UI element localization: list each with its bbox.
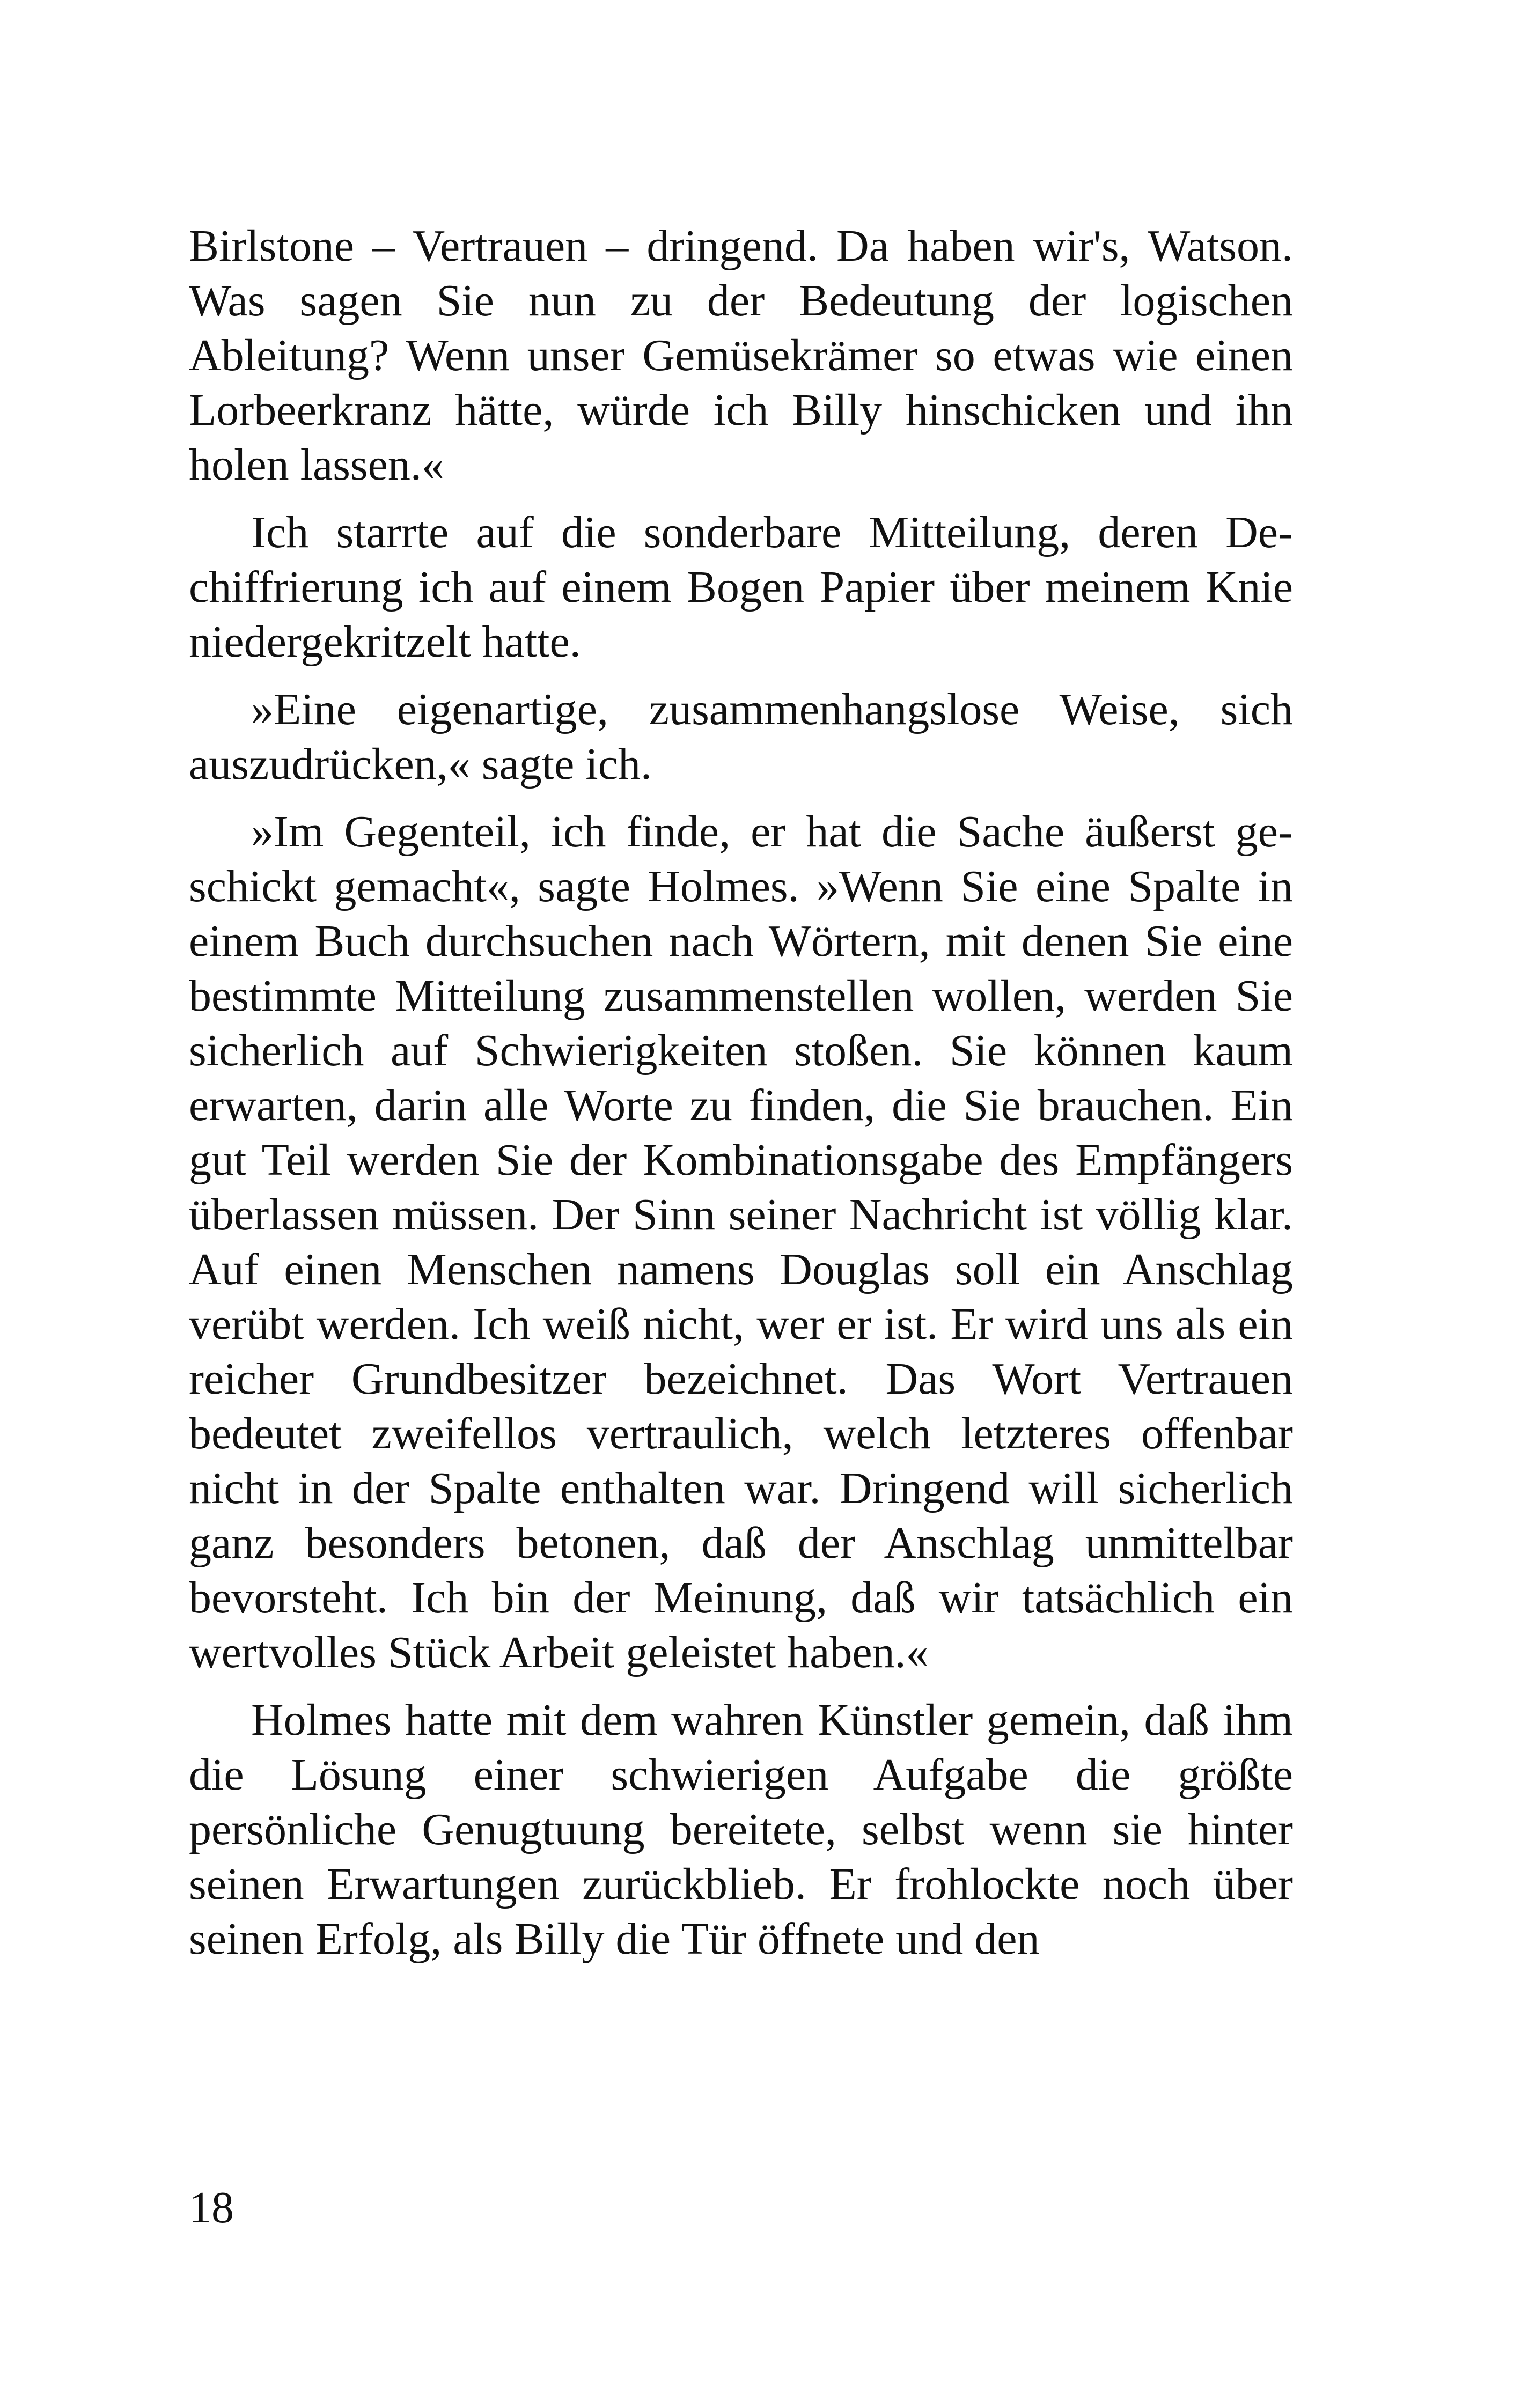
- paragraph-1: Birlstone – Vertrauen – dringend. Da haben wir's, Watson. Was sagen Sie nun zu der Bedeutung der logischen Ableitung? Wenn unser Gemüsekrämer so etwas wie einen Lorbeerkranz hätte, würde ich Billy hinschicken und ihn holen lassen.«: [189, 221, 1293, 490]
- paragraph-2: Ich starrte auf die sonderbare Mitteilung, deren Dechiffrierung ich auf einem Bogen Papier über meinem Knie niedergekritzelt hatte.: [189, 507, 1293, 667]
- paragraph-3: »Eine eigenartige, zusammenhangslose Weise, sich auszudrücken,« sagte ich.: [189, 684, 1293, 789]
- paragraph-5: Holmes hatte mit dem wahren Künstler gemein, daß ihm die Lösung einer schwierigen Aufgabe die größte persönliche Genugtuung bereitete, selbst wenn sie hinter seinen Erwartungen zurückblieb. Er frohlockte noch über seinen Erfolg, als Billy die Tür öffnete und den: [189, 1695, 1293, 1964]
- body-text: [189, 219, 1293, 1979]
- page-number: 18: [189, 2183, 234, 2233]
- paragraph-4: »Im Gegenteil, ich finde, er hat die Sache äußerst geschickt gemacht«, sagte Holmes. »Wenn Sie eine Spalte in einem Buch durchsuchen nach Wörtern, mit denen Sie eine bestimmte Mitteilung zusammenstellen wollen, werden Sie sicherlich auf Schwierigkeiten stoßen. Sie können kaum erwarten, darin alle Worte zu finden, die Sie brauchen. Ein gut Teil werden Sie der Kombinationsgabe des Empfängers überlassen müssen. Der Sinn seiner Nachricht ist völlig klar. Auf einen Menschen namens Douglas soll ein Anschlag verübt werden. Ich weiß nicht, wer er ist. Er wird uns als ein reicher Grundbesitzer bezeichnet. Das Wort Vertrauen bedeutet zweifellos vertraulich, welch letzteres offenbar nicht in der Spalte enthalten war. Dringend will sicherlich ganz besonders betonen, daß der Anschlag unmittelbar bevorsteht. Ich bin der Meinung, daß wir tatsächlich ein wertvolles Stück Arbeit geleistet haben.«: [189, 807, 1293, 1677]
